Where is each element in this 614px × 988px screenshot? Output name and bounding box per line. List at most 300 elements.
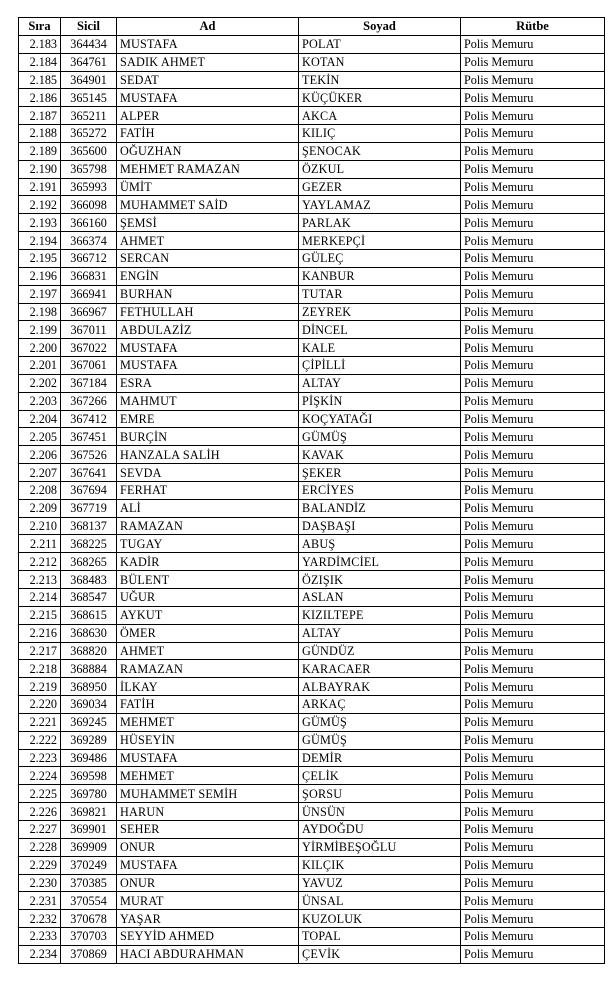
table-row (19, 517, 605, 535)
header-rutbe: Rütbe (461, 18, 605, 36)
cell-ad: RAMAZAN (117, 660, 299, 678)
cell-sicil: 365798 (61, 160, 117, 178)
cell-ad: MAHMUT (117, 392, 299, 410)
cell-sira: 2.224 (19, 767, 61, 785)
cell-sicil: 365600 (61, 142, 117, 160)
cell-sicil: 368265 (61, 553, 117, 571)
cell-ad: KADİR (117, 553, 299, 571)
cell-soyad: ABUŞ (299, 535, 461, 553)
cell-sira: 2.205 (19, 428, 61, 446)
table-row (19, 303, 605, 321)
cell-sira: 2.229 (19, 856, 61, 874)
cell-ad: FERHAT (117, 481, 299, 499)
cell-sicil: 368884 (61, 660, 117, 678)
cell-sira: 2.217 (19, 642, 61, 660)
cell-rutbe: Polis Memuru (461, 392, 605, 410)
cell-soyad: KALE (299, 339, 461, 357)
table-row (19, 196, 605, 214)
cell-rutbe: Polis Memuru (461, 464, 605, 482)
cell-soyad: GEZER (299, 178, 461, 196)
cell-soyad: KARACAER (299, 660, 461, 678)
cell-sicil: 370869 (61, 945, 117, 963)
cell-ad: İLKAY (117, 678, 299, 696)
cell-sicil: 367061 (61, 357, 117, 375)
cell-soyad: YAYLAMAZ (299, 196, 461, 214)
cell-sicil: 364761 (61, 53, 117, 71)
cell-rutbe: Polis Memuru (461, 553, 605, 571)
cell-ad: SEVDA (117, 464, 299, 482)
cell-soyad: ALTAY (299, 624, 461, 642)
cell-rutbe: Polis Memuru (461, 928, 605, 946)
cell-sicil: 369909 (61, 838, 117, 856)
cell-soyad: ŞEKER (299, 464, 461, 482)
cell-rutbe: Polis Memuru (461, 678, 605, 696)
cell-soyad: YİRMİBEŞOĞLU (299, 838, 461, 856)
cell-soyad: TOPAL (299, 928, 461, 946)
table-row (19, 89, 605, 107)
table-row (19, 910, 605, 928)
cell-ad: MUSTAFA (117, 339, 299, 357)
cell-soyad: KANBUR (299, 267, 461, 285)
cell-sira: 2.194 (19, 232, 61, 250)
cell-sira: 2.207 (19, 464, 61, 482)
personnel-table (18, 17, 605, 964)
cell-soyad: BALANDİZ (299, 499, 461, 517)
cell-sira: 2.204 (19, 410, 61, 428)
table-row (19, 785, 605, 803)
cell-sicil: 367694 (61, 481, 117, 499)
table-row (19, 731, 605, 749)
cell-sira: 2.232 (19, 910, 61, 928)
cell-rutbe: Polis Memuru (461, 428, 605, 446)
table-row (19, 589, 605, 607)
cell-sira: 2.185 (19, 71, 61, 89)
cell-sicil: 368483 (61, 571, 117, 589)
cell-rutbe: Polis Memuru (461, 910, 605, 928)
cell-soyad: ÇEVİK (299, 945, 461, 963)
table-row (19, 374, 605, 392)
table-row (19, 749, 605, 767)
cell-rutbe: Polis Memuru (461, 481, 605, 499)
cell-rutbe: Polis Memuru (461, 767, 605, 785)
cell-soyad: KOTAN (299, 53, 461, 71)
cell-sira: 2.221 (19, 713, 61, 731)
cell-sicil: 369034 (61, 696, 117, 714)
cell-ad: ŞEMSİ (117, 214, 299, 232)
cell-sira: 2.195 (19, 249, 61, 267)
table-row (19, 571, 605, 589)
cell-ad: BURÇİN (117, 428, 299, 446)
cell-sicil: 367526 (61, 446, 117, 464)
cell-ad: HANZALA SALİH (117, 446, 299, 464)
cell-sicil: 367011 (61, 321, 117, 339)
header-ad: Ad (117, 18, 299, 36)
cell-sicil: 370385 (61, 874, 117, 892)
cell-sira: 2.187 (19, 107, 61, 125)
cell-ad: ALİ (117, 499, 299, 517)
cell-rutbe: Polis Memuru (461, 107, 605, 125)
cell-ad: ABDULAZİZ (117, 321, 299, 339)
cell-rutbe: Polis Memuru (461, 749, 605, 767)
table-row (19, 481, 605, 499)
table-row (19, 945, 605, 963)
cell-ad: TUGAY (117, 535, 299, 553)
cell-soyad: TEKİN (299, 71, 461, 89)
table-row (19, 178, 605, 196)
cell-sicil: 367451 (61, 428, 117, 446)
cell-sicil: 368950 (61, 678, 117, 696)
cell-rutbe: Polis Memuru (461, 696, 605, 714)
cell-sira: 2.226 (19, 803, 61, 821)
cell-rutbe: Polis Memuru (461, 125, 605, 143)
cell-sicil: 366831 (61, 267, 117, 285)
cell-rutbe: Polis Memuru (461, 589, 605, 607)
table-row (19, 820, 605, 838)
cell-sira: 2.209 (19, 499, 61, 517)
cell-rutbe: Polis Memuru (461, 35, 605, 53)
table-header (19, 18, 605, 36)
cell-soyad: ARKAÇ (299, 696, 461, 714)
cell-soyad: DAŞBAŞI (299, 517, 461, 535)
cell-sira: 2.225 (19, 785, 61, 803)
cell-sicil: 370678 (61, 910, 117, 928)
cell-sira: 2.216 (19, 624, 61, 642)
table-row (19, 339, 605, 357)
cell-sira: 2.212 (19, 553, 61, 571)
cell-ad: MUSTAFA (117, 89, 299, 107)
cell-rutbe: Polis Memuru (461, 446, 605, 464)
cell-soyad: PARLAK (299, 214, 461, 232)
table-row (19, 446, 605, 464)
cell-rutbe: Polis Memuru (461, 410, 605, 428)
cell-sira: 2.210 (19, 517, 61, 535)
cell-soyad: ÖZIŞIK (299, 571, 461, 589)
cell-rutbe: Polis Memuru (461, 517, 605, 535)
cell-sira: 2.213 (19, 571, 61, 589)
cell-sicil: 364434 (61, 35, 117, 53)
table-row (19, 624, 605, 642)
header-sicil: Sicil (61, 18, 117, 36)
table-row (19, 553, 605, 571)
table-row (19, 499, 605, 517)
cell-ad: FETHULLAH (117, 303, 299, 321)
cell-sira: 2.186 (19, 89, 61, 107)
cell-soyad: ALTAY (299, 374, 461, 392)
cell-sicil: 368547 (61, 589, 117, 607)
cell-soyad: KILIÇ (299, 125, 461, 143)
cell-soyad: AYDOĞDU (299, 820, 461, 838)
cell-soyad: ASLAN (299, 589, 461, 607)
cell-sicil: 366712 (61, 249, 117, 267)
cell-sira: 2.219 (19, 678, 61, 696)
cell-sicil: 367719 (61, 499, 117, 517)
table-row (19, 428, 605, 446)
cell-ad: HÜSEYİN (117, 731, 299, 749)
cell-sicil: 368225 (61, 535, 117, 553)
cell-rutbe: Polis Memuru (461, 178, 605, 196)
table-row (19, 803, 605, 821)
table-row (19, 142, 605, 160)
table-row (19, 678, 605, 696)
cell-ad: ONUR (117, 838, 299, 856)
cell-sira: 2.206 (19, 446, 61, 464)
cell-sicil: 369821 (61, 803, 117, 821)
cell-sicil: 366160 (61, 214, 117, 232)
table-row (19, 464, 605, 482)
table-row (19, 249, 605, 267)
table-row (19, 35, 605, 53)
cell-rutbe: Polis Memuru (461, 624, 605, 642)
cell-sira: 2.214 (19, 589, 61, 607)
cell-soyad: GÜLEÇ (299, 249, 461, 267)
cell-rutbe: Polis Memuru (461, 339, 605, 357)
cell-sira: 2.201 (19, 357, 61, 375)
cell-rutbe: Polis Memuru (461, 606, 605, 624)
cell-ad: ÖMER (117, 624, 299, 642)
cell-soyad: ZEYREK (299, 303, 461, 321)
cell-ad: FATİH (117, 696, 299, 714)
cell-sira: 2.198 (19, 303, 61, 321)
table-row (19, 892, 605, 910)
cell-rutbe: Polis Memuru (461, 731, 605, 749)
cell-sira: 2.200 (19, 339, 61, 357)
cell-soyad: GÜMÜŞ (299, 731, 461, 749)
cell-soyad: KIZILTEPE (299, 606, 461, 624)
cell-sira: 2.227 (19, 820, 61, 838)
cell-rutbe: Polis Memuru (461, 874, 605, 892)
cell-sicil: 366967 (61, 303, 117, 321)
table-row (19, 357, 605, 375)
cell-rutbe: Polis Memuru (461, 820, 605, 838)
cell-soyad: DİNCEL (299, 321, 461, 339)
cell-ad: RAMAZAN (117, 517, 299, 535)
cell-rutbe: Polis Memuru (461, 196, 605, 214)
cell-soyad: AKCA (299, 107, 461, 125)
cell-sira: 2.230 (19, 874, 61, 892)
cell-soyad: ÜNSAL (299, 892, 461, 910)
cell-rutbe: Polis Memuru (461, 232, 605, 250)
cell-sira: 2.196 (19, 267, 61, 285)
cell-sicil: 368630 (61, 624, 117, 642)
cell-rutbe: Polis Memuru (461, 303, 605, 321)
cell-sira: 2.211 (19, 535, 61, 553)
cell-sira: 2.197 (19, 285, 61, 303)
cell-sira: 2.203 (19, 392, 61, 410)
cell-ad: MEHMET (117, 713, 299, 731)
table-row (19, 232, 605, 250)
cell-soyad: DEMİR (299, 749, 461, 767)
cell-soyad: KUZOLUK (299, 910, 461, 928)
cell-sira: 2.190 (19, 160, 61, 178)
table-row (19, 696, 605, 714)
cell-sira: 2.222 (19, 731, 61, 749)
cell-rutbe: Polis Memuru (461, 838, 605, 856)
cell-soyad: KILÇIK (299, 856, 461, 874)
cell-rutbe: Polis Memuru (461, 71, 605, 89)
table-row (19, 856, 605, 874)
cell-sira: 2.231 (19, 892, 61, 910)
cell-sira: 2.208 (19, 481, 61, 499)
cell-ad: BÜLENT (117, 571, 299, 589)
cell-sira: 2.188 (19, 125, 61, 143)
cell-ad: MUSTAFA (117, 856, 299, 874)
cell-sicil: 367641 (61, 464, 117, 482)
cell-rutbe: Polis Memuru (461, 89, 605, 107)
cell-soyad: KÜÇÜKER (299, 89, 461, 107)
table-row (19, 713, 605, 731)
cell-sira: 2.183 (19, 35, 61, 53)
cell-ad: MUHAMMET SAİD (117, 196, 299, 214)
cell-sira: 2.189 (19, 142, 61, 160)
cell-sira: 2.233 (19, 928, 61, 946)
cell-soyad: PİŞKİN (299, 392, 461, 410)
cell-rutbe: Polis Memuru (461, 892, 605, 910)
table-row (19, 838, 605, 856)
cell-ad: SEHER (117, 820, 299, 838)
cell-ad: MUSTAFA (117, 357, 299, 375)
cell-ad: ÜMİT (117, 178, 299, 196)
cell-rutbe: Polis Memuru (461, 285, 605, 303)
table-row (19, 606, 605, 624)
cell-sicil: 370703 (61, 928, 117, 946)
table-row (19, 642, 605, 660)
cell-soyad: GÜNDÜZ (299, 642, 461, 660)
table-row (19, 660, 605, 678)
cell-soyad: GÜMÜŞ (299, 713, 461, 731)
cell-soyad: ÜNSÜN (299, 803, 461, 821)
cell-soyad: YAVUZ (299, 874, 461, 892)
cell-ad: BURHAN (117, 285, 299, 303)
cell-sicil: 367184 (61, 374, 117, 392)
cell-sicil: 365272 (61, 125, 117, 143)
cell-sicil: 366374 (61, 232, 117, 250)
cell-ad: EMRE (117, 410, 299, 428)
cell-sicil: 369598 (61, 767, 117, 785)
cell-soyad: ÖZKUL (299, 160, 461, 178)
table-row (19, 928, 605, 946)
cell-sicil: 370554 (61, 892, 117, 910)
cell-ad: ESRA (117, 374, 299, 392)
cell-rutbe: Polis Memuru (461, 374, 605, 392)
cell-ad: MUHAMMET SEMİH (117, 785, 299, 803)
cell-sicil: 368615 (61, 606, 117, 624)
cell-ad: MUSTAFA (117, 749, 299, 767)
table-row (19, 53, 605, 71)
cell-sicil: 369901 (61, 820, 117, 838)
table-row (19, 125, 605, 143)
cell-ad: MURAT (117, 892, 299, 910)
cell-soyad: TUTAR (299, 285, 461, 303)
cell-sicil: 367412 (61, 410, 117, 428)
cell-sicil: 369289 (61, 731, 117, 749)
cell-soyad: ÇİPİLLİ (299, 357, 461, 375)
cell-rutbe: Polis Memuru (461, 321, 605, 339)
cell-rutbe: Polis Memuru (461, 660, 605, 678)
cell-sicil: 369780 (61, 785, 117, 803)
cell-soyad: GÜMÜŞ (299, 428, 461, 446)
cell-rutbe: Polis Memuru (461, 53, 605, 71)
table-row (19, 767, 605, 785)
cell-sira: 2.218 (19, 660, 61, 678)
cell-ad: HARUN (117, 803, 299, 821)
cell-sira: 2.215 (19, 606, 61, 624)
cell-rutbe: Polis Memuru (461, 713, 605, 731)
table-row (19, 71, 605, 89)
table-row (19, 410, 605, 428)
header-row (19, 18, 605, 36)
cell-ad: UĞUR (117, 589, 299, 607)
table-row (19, 535, 605, 553)
cell-sira: 2.184 (19, 53, 61, 71)
header-sira: Sıra (19, 18, 61, 36)
cell-soyad: ERCİYES (299, 481, 461, 499)
cell-rutbe: Polis Memuru (461, 160, 605, 178)
cell-rutbe: Polis Memuru (461, 785, 605, 803)
cell-sicil: 369245 (61, 713, 117, 731)
cell-sicil: 365211 (61, 107, 117, 125)
cell-ad: AHMET (117, 232, 299, 250)
cell-ad: ALPER (117, 107, 299, 125)
cell-rutbe: Polis Memuru (461, 499, 605, 517)
table-row (19, 107, 605, 125)
cell-sira: 2.192 (19, 196, 61, 214)
cell-sicil: 366941 (61, 285, 117, 303)
table-body (19, 35, 605, 963)
cell-sira: 2.193 (19, 214, 61, 232)
cell-soyad: ALBAYRAK (299, 678, 461, 696)
cell-ad: FATİH (117, 125, 299, 143)
cell-sicil: 366098 (61, 196, 117, 214)
cell-soyad: ŞENOCAK (299, 142, 461, 160)
cell-ad: SADIK AHMET (117, 53, 299, 71)
cell-sicil: 369486 (61, 749, 117, 767)
cell-soyad: POLAT (299, 35, 461, 53)
cell-rutbe: Polis Memuru (461, 535, 605, 553)
cell-sicil: 368137 (61, 517, 117, 535)
cell-ad: MEHMET RAMAZAN (117, 160, 299, 178)
table-row (19, 285, 605, 303)
cell-soyad: YARDİMCİEL (299, 553, 461, 571)
cell-sicil: 364901 (61, 71, 117, 89)
cell-ad: AYKUT (117, 606, 299, 624)
cell-soyad: ÇELİK (299, 767, 461, 785)
table-row (19, 214, 605, 232)
cell-ad: MEHMET (117, 767, 299, 785)
cell-sira: 2.202 (19, 374, 61, 392)
cell-sira: 2.234 (19, 945, 61, 963)
cell-ad: HACI ABDURAHMAN (117, 945, 299, 963)
header-soyad: Soyad (299, 18, 461, 36)
cell-sira: 2.223 (19, 749, 61, 767)
cell-rutbe: Polis Memuru (461, 571, 605, 589)
cell-sira: 2.220 (19, 696, 61, 714)
cell-ad: YAŞAR (117, 910, 299, 928)
table-row (19, 267, 605, 285)
cell-ad: SEDAT (117, 71, 299, 89)
table-row (19, 392, 605, 410)
cell-ad: ENGİN (117, 267, 299, 285)
cell-sira: 2.199 (19, 321, 61, 339)
cell-rutbe: Polis Memuru (461, 945, 605, 963)
cell-rutbe: Polis Memuru (461, 214, 605, 232)
table-row (19, 321, 605, 339)
cell-sicil: 367266 (61, 392, 117, 410)
cell-ad: ONUR (117, 874, 299, 892)
table-row (19, 874, 605, 892)
cell-rutbe: Polis Memuru (461, 803, 605, 821)
cell-sicil: 370249 (61, 856, 117, 874)
cell-sicil: 365993 (61, 178, 117, 196)
